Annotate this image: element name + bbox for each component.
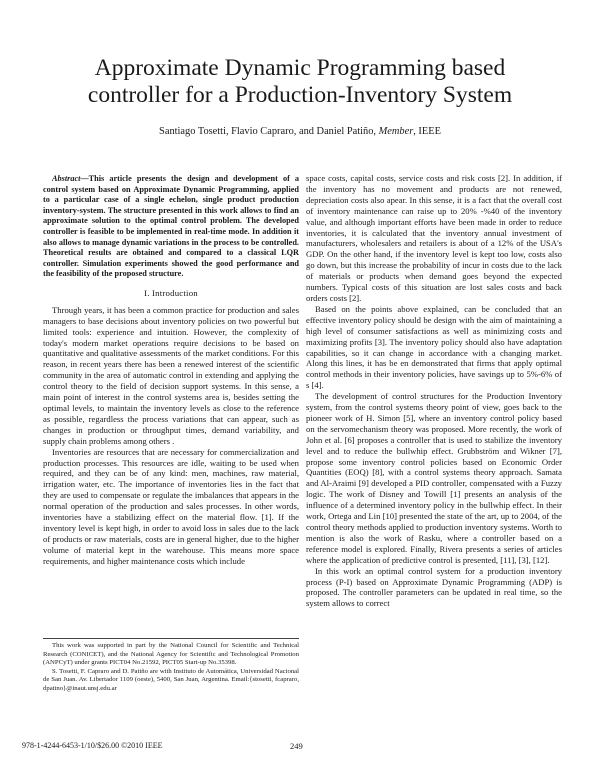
abstract: [43, 174, 299, 280]
right-paragraph-4: In this work an optimal control system for a production inventory process (P-I) based on Approximate Dynamic Programming (ADP) is proposed. The controller parameters can be updated in real time, so the system allows to correct: [306, 565, 562, 609]
left-paragraph-2: Inventories are resources that are necessary for commercialization and production processes. This resources are idle, waiting to be used when required, and they can be of any kind: men, machines, raw material, irrigation water, etc. The importance of inventories lies in the fact that they are used to compensate or regulate the imbalances that appears in the normal operation of the production and sales processes. In other words, inventories have a stabilizing effect on the material flow. [1]. If the inventory level is kept high, in order to avoid loss in sales due to the lack of products or raw materials, costs are in general higher, due to the higher volume of material kept in the warehouse. This means more space requirements, and higher maintenance costs which include: [43, 446, 299, 566]
author-line: [40, 126, 560, 137]
right-paragraph-2: Based on the points above explained, can be concluded that an effective inventory policy should be design with the aim of maintaining a high level of consumer satisfactions as well as minimizing costs and maximizing profits [3]. The inventory policy should also have adaptation capabilities, so it can change in accordance with a changing market. Along this lines, it has be en demonstrated that firms that apply optimal control methods in their inventory policies, have savings up to 5%-6% of s [4].: [306, 303, 562, 391]
right-paragraph-1: space costs, capital costs, service costs and risk costs [2]. In addition, if the inventory has no movement and products are not renewed, depreciation costs also apear. In this sense, it is a fact that the overall cost of inventory maintenance can raise up to 20% -%40 of the inventory value, and although important efforts have been made in order to reduce inventories, it is calculated that the inventory annual investment of manufacturers, wholesalers and retailers is about of a 12% of the USA's GDP. On the other hand, if the inventory level is kept too low, costs also go down, but this increase the probability of incur in costs due to the lack of materials or products when demand goes beyond the expected numbers. Typical costs of this situation are lost sales costs and back orders costs [2].: [306, 173, 562, 303]
footer-isbn: 978-1-4244-6453-1/10/$26.00 ©2010 IEEE: [22, 741, 163, 750]
title-line-2: controller for a Production-Inventory System: [87, 82, 513, 108]
authors-names: Santiago Tosetti, Flavio Capraro, and Daniel Patiño,: [159, 126, 379, 137]
footnote-affiliation: S. Tosetti, F. Capraro and D. Patiño are with Instituto de Automática, Universidad Nacional de San Juan. Av. Libertador 1109 (oeste), 5400, San Juan, Argentina. Email:{stosetti, fcapraro, dpatino}@inaut.unsj.edu.ar: [43, 667, 299, 692]
page-number: 249: [290, 741, 303, 751]
abstract-label: Abstract: [52, 174, 81, 183]
footnote-funding: This work was supported in part by the National Council for Scientific and Technical Research (CONICET), and the National Agency for Scientific and Technological Promotion (ANPCyT) under grants PICT04 No.21592, PICT05 Start-up No.35398.: [43, 642, 299, 667]
left-paragraph-1: Through years, it has been a common practice for production and sales managers to base decisions about inventory policies on two powerful but limited tools: experience and intuition. However, the complexity of today's modern market operations require decisions to be based on quantitative and qualitative assessments of the market conditions. For this reason, in recent years there has been a renewed interest of the scientific community in the area of automatic control in extending and applying the control theory to the field of decision support systems. In this sense, a main point of interest in the control systems area is, besides setting the optimal levels, to maintain the inventory levels as close to the reference as possible, regardless the process variations that can appear, such as changes in production or throughput times, demand variability, and supply chain problems among others .: [43, 304, 299, 446]
title-line-1: Approximate Dynamic Programming based: [94, 55, 506, 81]
authors-role: Member: [378, 126, 414, 137]
right-column: [306, 173, 562, 609]
abstract-text: —This article presents the design and development of a control system based on Approximate Dynamic Programming, applied to a particular case of a single echelon, single product production inventory-system. The structure presented in this work allows to find an approximate solution to the optimal control problem. The developed controller is feasible to be implemented in real-time mode. In addition it also allows to manage dynamic variations in the process to be controlled. Theoretical results are obtained and compared to a classical LQR controller. Simulation experiments showed the good performance and the feasibility of the proposed structure.: [43, 174, 299, 279]
right-paragraph-3: The development of control structures for the Production Inventory system, from the control systems theory point of view, goes back to the pioneer work of H. Simon [5], where an inventory control policy based on the servomechanism theory was proposed. More recently, the work of John et al. [6] proposes a controller that is used to stabilize the inventory level and to reduce the bullwhip effect. Grubbström and Wikner [7], propose some inventory control policies based on Economic Order Quantities (EOQ) [8], with a control systems theory approach. Samata and Al-Araimi [9] developed a PID controller, compensated with a Fuzzy logic. The work of Disney and Towill [1] presents an analysis of the influence of a determined inventory policy in the bullwhip effect. In their work, Ortega and Lin [10] presented the state of the art, up to 2004, of the control theory methods applied to production inventory systems. Worth to mention is also the work of Rasku, where a controller based on a reference model is explored. Finally, Rivera presents a series of articles where the application of predictive control is presented, [11], [3], [12].: [306, 391, 562, 565]
section-heading-introduction: I. Introduction: [144, 287, 198, 298]
footnotes: [43, 638, 299, 694]
authors-suffix: , IEEE: [413, 126, 441, 137]
paper-title: [40, 55, 560, 109]
left-column: [43, 174, 299, 567]
